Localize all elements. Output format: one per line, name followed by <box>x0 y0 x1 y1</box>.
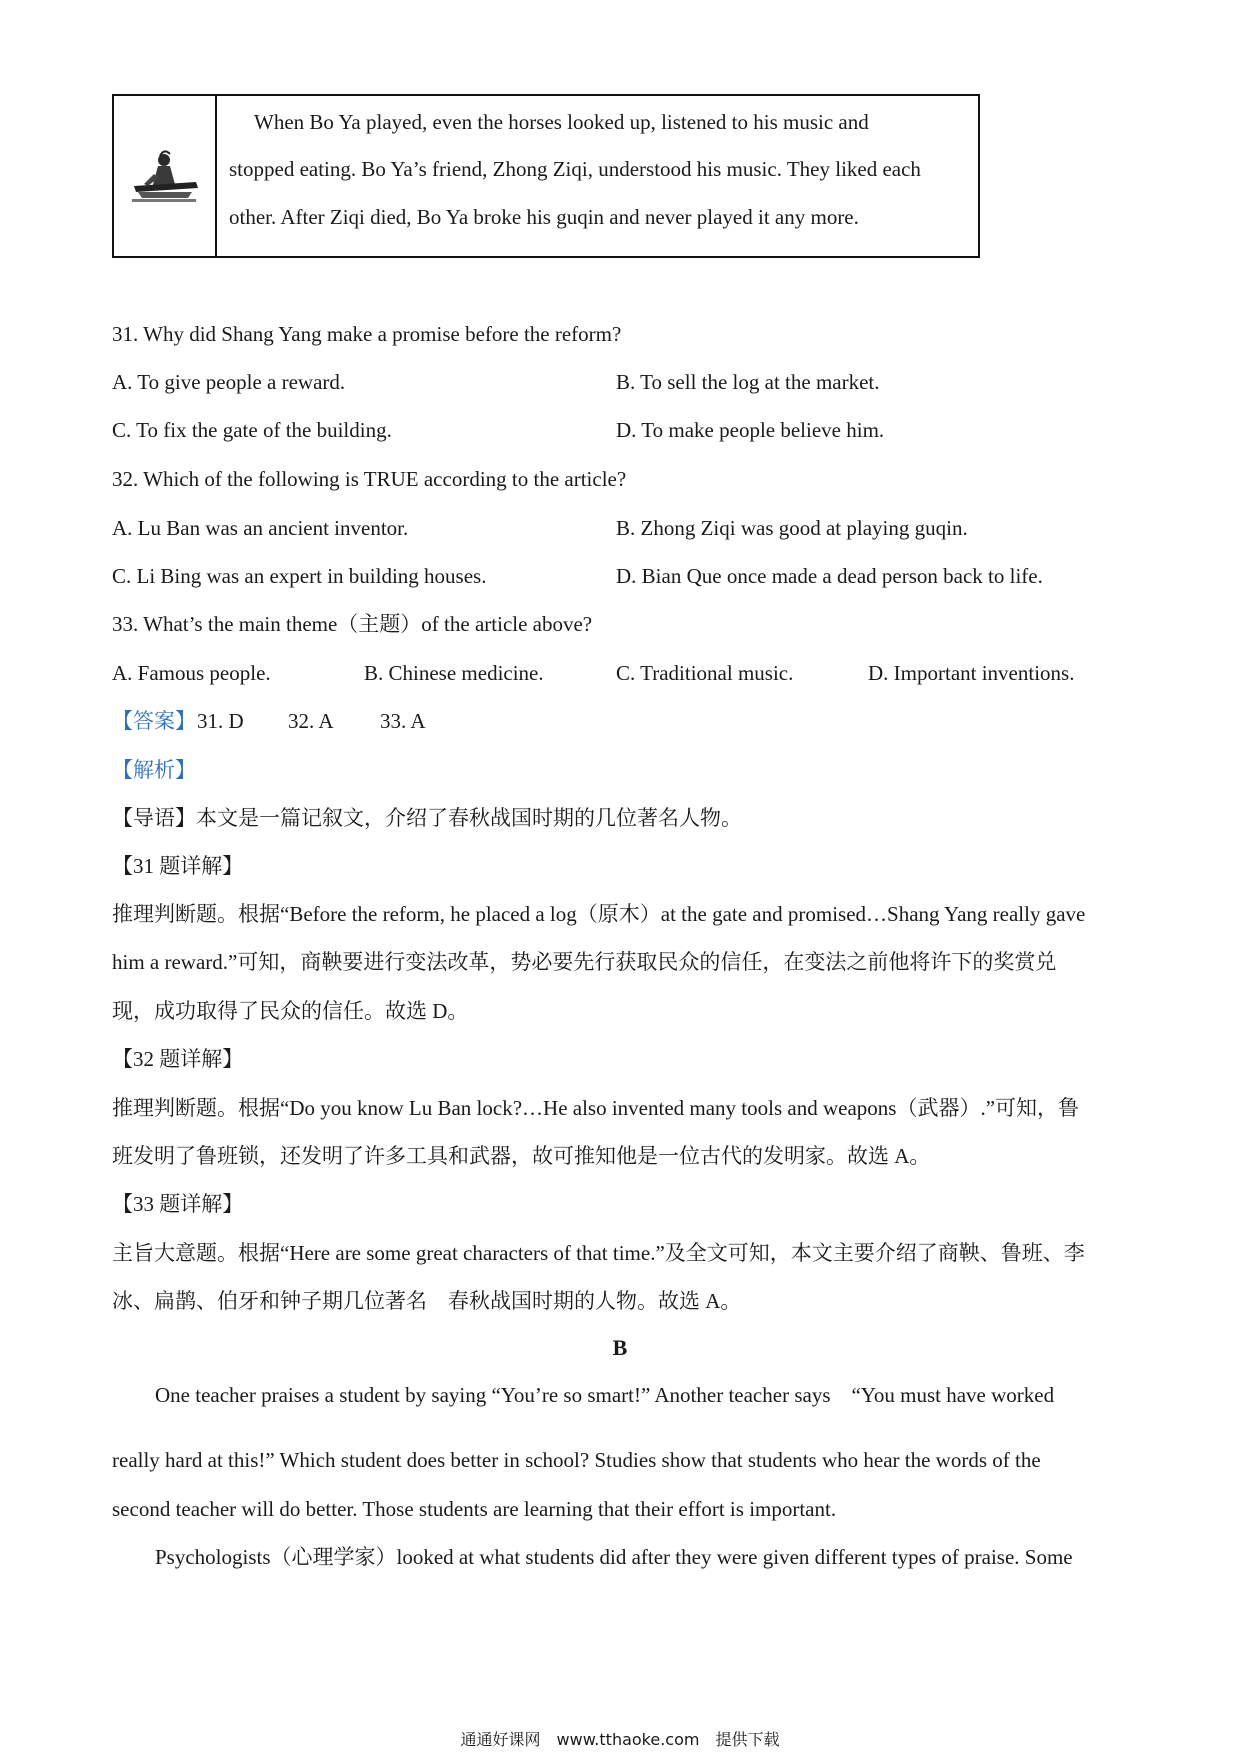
section-b-paragraph-line: second teacher will do better. Those students are learning that their effort is important. <box>112 1497 837 1521</box>
section-b-title: B <box>612 1335 628 1360</box>
question-33-option-c: C. Traditional music. <box>616 661 794 685</box>
q33-detail-line: 主旨大意题。根据“Here are some great characters of that time.”及全文可知，本文主要介绍了商鞅、鲁班、李 <box>112 1241 1085 1265</box>
q31-detail-line: him a reward.”可知，商鞅要进行变法改革，势必要先行获取民众的信任，在变法之前他将许下的奖赏兑 <box>112 950 1057 974</box>
section-b-paragraph-line: really hard at this!” Which student does better in school? Studies show that students who hear the words of the <box>112 1448 1041 1472</box>
guqin-player-illustration <box>114 96 213 256</box>
question-31-option-a: A. To give people a reward. <box>112 370 346 394</box>
question-33-option-a: A. Famous people. <box>112 661 271 685</box>
question-33-option-b: B. Chinese medicine. <box>364 661 544 685</box>
question-32-option-b: B. Zhong Ziqi was good at playing guqin. <box>616 516 968 540</box>
question-33-stem: 33. What’s the main theme（主题）of the article above? <box>112 612 593 636</box>
q31-detail-heading: 【31 题详解】 <box>112 854 244 878</box>
q31-detail-line: 现，成功取得了民众的信任。故选 D。 <box>112 999 469 1023</box>
page-footer: 通通好课网 www.tthaoke.com 提供下载 <box>460 1730 780 1749</box>
question-31-option-c: C. To fix the gate of the building. <box>112 418 392 442</box>
q32-detail-line: 推理判断题。根据“Do you know Lu Ban lock?…He also invented many tools and weapons（武器）.”可知，鲁 <box>112 1096 1080 1120</box>
q33-detail-line: 冰、扁鹊、伯牙和钟子期几位著名 春秋战国时期的人物。故选 A。 <box>112 1289 742 1313</box>
story-illustration-cell <box>114 96 217 256</box>
q32-detail-heading: 【32 题详解】 <box>112 1047 244 1071</box>
answer-31: 31. D <box>197 709 244 733</box>
story-line-3: other. After Ziqi died, Bo Ya broke his guqin and never played it any more. <box>229 205 859 229</box>
question-32-option-a: A. Lu Ban was an ancient inventor. <box>112 516 409 540</box>
section-b-paragraph-line: One teacher praises a student by saying “You’re so smart!” Another teacher says “You must have worked <box>155 1383 1055 1407</box>
story-line-2: stopped eating. Bo Ya’s friend, Zhong Ziqi, understood his music. They liked each <box>229 157 921 181</box>
q32-detail-line: 班发明了鲁班锁，还发明了许多工具和武器，故可推知他是一位古代的发明家。故选 A。 <box>112 1144 931 1168</box>
question-32-stem: 32. Which of the following is TRUE according to the article? <box>112 467 627 491</box>
answer-label: 【答案】 <box>112 709 196 733</box>
question-31-option-d: D. To make people believe him. <box>616 418 885 442</box>
question-32-option-c: C. Li Bing was an expert in building houses. <box>112 564 487 588</box>
answer-32: 32. A <box>288 709 334 733</box>
question-31-stem: 31. Why did Shang Yang make a promise before the reform? <box>112 322 622 346</box>
analysis-label: 【解析】 <box>112 758 196 782</box>
story-box <box>112 94 980 258</box>
question-31-option-b: B. To sell the log at the market. <box>616 370 880 394</box>
answer-33: 33. A <box>380 709 426 733</box>
q31-detail-line: 推理判断题。根据“Before the reform, he placed a log（原木）at the gate and promised…Shang Yang really gave <box>112 902 1086 926</box>
story-line-1: When Bo Ya played, even the horses looked up, listened to his music and <box>254 110 869 134</box>
q33-detail-heading: 【33 题详解】 <box>112 1192 244 1216</box>
question-33-option-d: D. Important inventions. <box>868 661 1075 685</box>
question-32-option-d: D. Bian Que once made a dead person back to life. <box>616 564 1043 588</box>
section-b-paragraph-line: Psychologists（心理学家）looked at what students did after they were given different types of praise. Some <box>155 1545 1073 1569</box>
analysis-intro: 【导语】本文是一篇记叙文，介绍了春秋战国时期的几位著名人物。 <box>112 806 742 830</box>
